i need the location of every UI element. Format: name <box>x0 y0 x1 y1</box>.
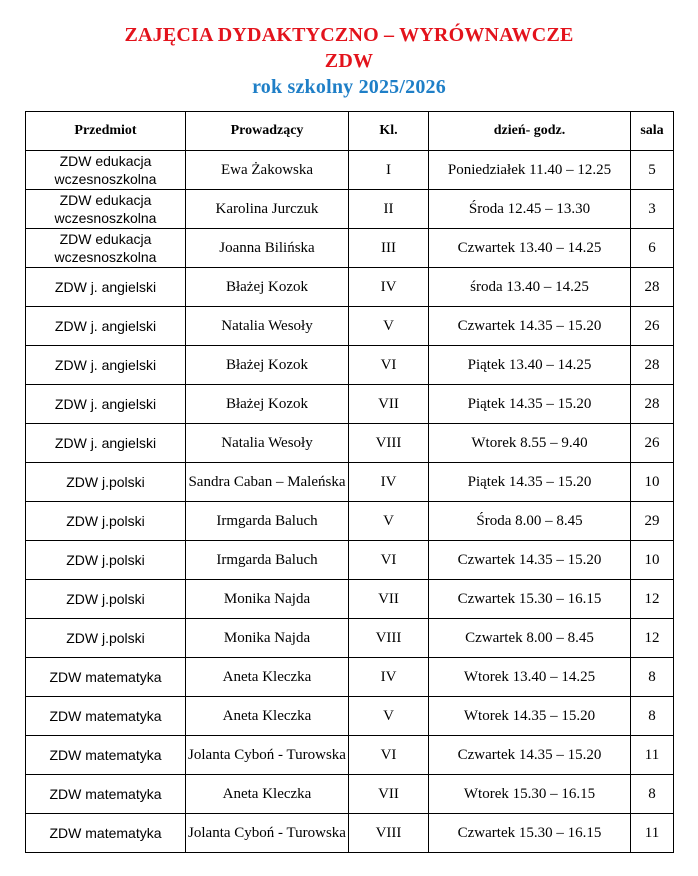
table-row <box>26 463 674 502</box>
cell-subject: ZDW j.polski <box>26 502 186 541</box>
cell-subject: ZDW j.polski <box>26 580 186 619</box>
cell-teacher: Natalia Wesoły <box>186 424 349 463</box>
column-header-class: Kl. <box>349 112 429 151</box>
cell-subject: ZDW matematyka <box>26 814 186 853</box>
cell-class: V <box>349 697 429 736</box>
cell-class: V <box>349 502 429 541</box>
cell-room: 11 <box>631 814 674 853</box>
table-row <box>26 775 674 814</box>
table-header-row <box>26 112 674 151</box>
cell-subject: ZDW edukacja wczesnoszkolna <box>26 190 186 229</box>
cell-day-time: Środa 8.00 – 8.45 <box>429 502 631 541</box>
cell-subject: ZDW matematyka <box>26 697 186 736</box>
cell-room: 8 <box>631 697 674 736</box>
cell-class: II <box>349 190 429 229</box>
cell-subject: ZDW j. angielski <box>26 307 186 346</box>
cell-class: I <box>349 151 429 190</box>
cell-day-time: Wtorek 15.30 – 16.15 <box>429 775 631 814</box>
cell-room: 28 <box>631 268 674 307</box>
cell-day-time: Czwartek 15.30 – 16.15 <box>429 580 631 619</box>
schedule-table <box>25 111 674 853</box>
table-row <box>26 268 674 307</box>
cell-teacher: Irmgarda Baluch <box>186 502 349 541</box>
table-row <box>26 541 674 580</box>
cell-class: VII <box>349 775 429 814</box>
cell-teacher: Aneta Kleczka <box>186 658 349 697</box>
cell-class: VIII <box>349 424 429 463</box>
table-row <box>26 424 674 463</box>
cell-class: VIII <box>349 619 429 658</box>
cell-room: 28 <box>631 385 674 424</box>
cell-room: 26 <box>631 424 674 463</box>
cell-subject: ZDW j. angielski <box>26 385 186 424</box>
cell-day-time: Wtorek 14.35 – 15.20 <box>429 697 631 736</box>
cell-teacher: Błażej Kozok <box>186 385 349 424</box>
cell-day-time: Piątek 13.40 – 14.25 <box>429 346 631 385</box>
cell-teacher: Ewa Żakowska <box>186 151 349 190</box>
cell-room: 8 <box>631 658 674 697</box>
cell-subject: ZDW j.polski <box>26 463 186 502</box>
cell-teacher: Jolanta Cyboń - Turowska <box>186 736 349 775</box>
cell-class: VI <box>349 541 429 580</box>
cell-teacher: Natalia Wesoły <box>186 307 349 346</box>
cell-subject: ZDW matematyka <box>26 658 186 697</box>
cell-class: IV <box>349 268 429 307</box>
table-row <box>26 229 674 268</box>
table-row <box>26 346 674 385</box>
cell-class: V <box>349 307 429 346</box>
cell-room: 12 <box>631 580 674 619</box>
cell-room: 10 <box>631 541 674 580</box>
cell-day-time: środa 13.40 – 14.25 <box>429 268 631 307</box>
cell-class: VII <box>349 385 429 424</box>
cell-subject: ZDW edukacja wczesnoszkolna <box>26 151 186 190</box>
cell-teacher: Monika Najda <box>186 619 349 658</box>
table-row <box>26 502 674 541</box>
table-row <box>26 658 674 697</box>
cell-class: VI <box>349 736 429 775</box>
table-row <box>26 151 674 190</box>
cell-room: 3 <box>631 190 674 229</box>
cell-teacher: Aneta Kleczka <box>186 775 349 814</box>
column-header-day-time: dzień- godz. <box>429 112 631 151</box>
cell-day-time: Czwartek 13.40 – 14.25 <box>429 229 631 268</box>
cell-day-time: Piątek 14.35 – 15.20 <box>429 385 631 424</box>
cell-class: VIII <box>349 814 429 853</box>
cell-day-time: Czwartek 14.35 – 15.20 <box>429 307 631 346</box>
cell-teacher: Błażej Kozok <box>186 268 349 307</box>
schedule-table-body <box>26 151 674 853</box>
column-header-subject: Przedmiot <box>26 112 186 151</box>
cell-day-time: Środa 12.45 – 13.30 <box>429 190 631 229</box>
cell-subject: ZDW j. angielski <box>26 346 186 385</box>
cell-room: 11 <box>631 736 674 775</box>
cell-teacher: Błażej Kozok <box>186 346 349 385</box>
cell-room: 28 <box>631 346 674 385</box>
cell-day-time: Piątek 14.35 – 15.20 <box>429 463 631 502</box>
cell-day-time: Czwartek 14.35 – 15.20 <box>429 541 631 580</box>
cell-teacher: Joanna Bilińska <box>186 229 349 268</box>
document-title: ZAJĘCIA DYDAKTYCZNO – WYRÓWNAWCZE <box>124 24 574 46</box>
cell-room: 6 <box>631 229 674 268</box>
cell-day-time: Wtorek 13.40 – 14.25 <box>429 658 631 697</box>
cell-room: 12 <box>631 619 674 658</box>
cell-class: VI <box>349 346 429 385</box>
table-row <box>26 697 674 736</box>
table-row <box>26 385 674 424</box>
cell-room: 29 <box>631 502 674 541</box>
cell-room: 26 <box>631 307 674 346</box>
cell-room: 5 <box>631 151 674 190</box>
cell-day-time: Czwartek 14.35 – 15.20 <box>429 736 631 775</box>
cell-class: IV <box>349 463 429 502</box>
table-row <box>26 307 674 346</box>
document-header <box>0 22 698 100</box>
table-row <box>26 736 674 775</box>
cell-subject: ZDW edukacja wczesnoszkolna <box>26 229 186 268</box>
column-header-teacher: Prowadzący <box>186 112 349 151</box>
cell-subject: ZDW j. angielski <box>26 424 186 463</box>
table-row <box>26 814 674 853</box>
school-year-subtitle: rok szkolny 2025/2026 <box>252 76 446 98</box>
cell-day-time: Wtorek 8.55 – 9.40 <box>429 424 631 463</box>
cell-teacher: Monika Najda <box>186 580 349 619</box>
table-row <box>26 190 674 229</box>
cell-class: III <box>349 229 429 268</box>
cell-teacher: Sandra Caban – Maleńska <box>186 463 349 502</box>
cell-teacher: Karolina Jurczuk <box>186 190 349 229</box>
cell-class: IV <box>349 658 429 697</box>
cell-subject: ZDW j. angielski <box>26 268 186 307</box>
column-header-room: sala <box>631 112 674 151</box>
cell-teacher: Aneta Kleczka <box>186 697 349 736</box>
cell-day-time: Czwartek 15.30 – 16.15 <box>429 814 631 853</box>
document-title-abbreviation: ZDW <box>324 50 374 72</box>
cell-subject: ZDW j.polski <box>26 541 186 580</box>
cell-room: 8 <box>631 775 674 814</box>
cell-subject: ZDW j.polski <box>26 619 186 658</box>
cell-subject: ZDW matematyka <box>26 736 186 775</box>
cell-subject: ZDW matematyka <box>26 775 186 814</box>
cell-teacher: Jolanta Cyboń - Turowska <box>186 814 349 853</box>
cell-day-time: Poniedziałek 11.40 – 12.25 <box>429 151 631 190</box>
table-row <box>26 580 674 619</box>
table-row <box>26 619 674 658</box>
cell-class: VII <box>349 580 429 619</box>
cell-day-time: Czwartek 8.00 – 8.45 <box>429 619 631 658</box>
cell-room: 10 <box>631 463 674 502</box>
cell-teacher: Irmgarda Baluch <box>186 541 349 580</box>
